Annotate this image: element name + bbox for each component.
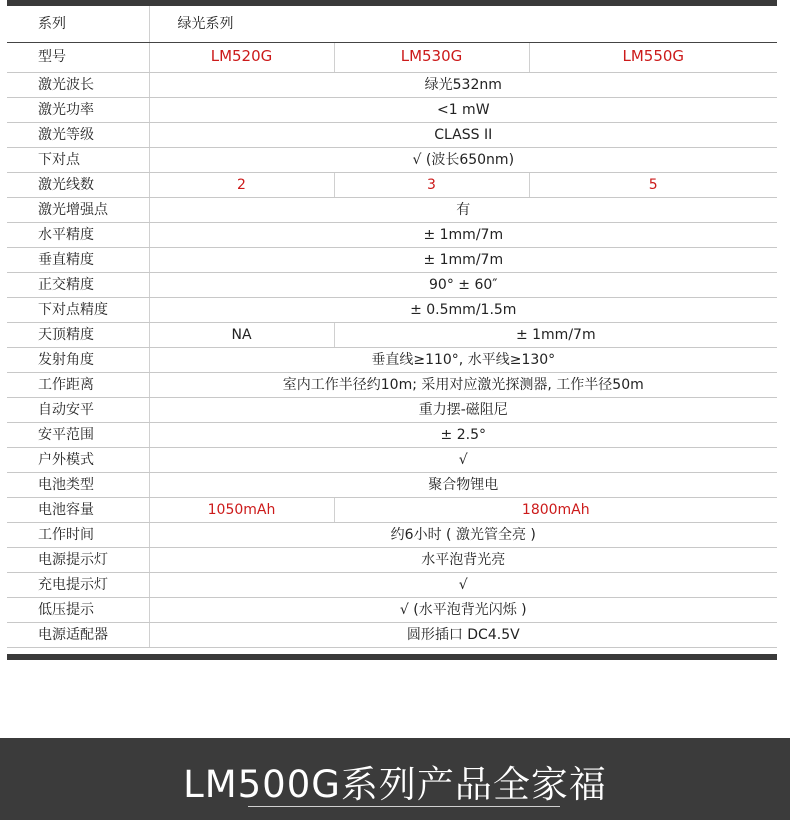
row-series	[7, 6, 777, 43]
row-value: 90° ± 60″	[149, 273, 777, 298]
row-label: 正交精度	[7, 273, 149, 298]
row-orthogonal-accuracy	[7, 273, 777, 298]
row-label: 电池容量	[7, 498, 149, 523]
row-enhanced-point	[7, 198, 777, 223]
row-value: √ (波长650nm)	[149, 148, 777, 173]
row-value: ± 0.5mm/1.5m	[149, 298, 777, 323]
row-zenith-accuracy	[7, 323, 777, 348]
row-working-distance	[7, 373, 777, 398]
row-label: 垂直精度	[7, 248, 149, 273]
row-self-leveling	[7, 398, 777, 423]
model-lm550g: LM550G	[529, 43, 777, 73]
row-value: ± 1mm/7m	[149, 223, 777, 248]
row-label: 下对点	[7, 148, 149, 173]
row-label: 自动安平	[7, 398, 149, 423]
row-value: ± 2.5°	[149, 423, 777, 448]
row-value: ± 1mm/7m	[149, 248, 777, 273]
zenith-lm520g: NA	[149, 323, 334, 348]
row-label: 电源适配器	[7, 623, 149, 648]
row-label: 激光等级	[7, 123, 149, 148]
spec-table	[7, 6, 777, 648]
row-battery-capacity	[7, 498, 777, 523]
row-power-adapter	[7, 623, 777, 648]
row-horizontal-accuracy	[7, 223, 777, 248]
line-count-lm520g: 2	[149, 173, 334, 198]
row-power-indicator	[7, 548, 777, 573]
row-value: <1 mW	[149, 98, 777, 123]
row-label: 型号	[7, 43, 149, 73]
row-class	[7, 123, 777, 148]
row-battery-type	[7, 473, 777, 498]
row-value: √	[149, 573, 777, 598]
row-label: 激光增强点	[7, 198, 149, 223]
model-lm530g: LM530G	[334, 43, 529, 73]
row-wavelength	[7, 73, 777, 98]
row-value: CLASS II	[149, 123, 777, 148]
row-label: 安平范围	[7, 423, 149, 448]
row-value: 约6小时 ( 激光管全亮 )	[149, 523, 777, 548]
row-vertical-accuracy	[7, 248, 777, 273]
row-power	[7, 98, 777, 123]
row-value: √ (水平泡背光闪烁 )	[149, 598, 777, 623]
row-label: 发射角度	[7, 348, 149, 373]
bottom-border-bar	[7, 654, 777, 660]
row-leveling-range	[7, 423, 777, 448]
row-value: 圆形插口 DC4.5V	[149, 623, 777, 648]
row-model	[7, 43, 777, 73]
capacity-lm520g: 1050mAh	[149, 498, 334, 523]
model-lm520g: LM520G	[149, 43, 334, 73]
row-label: 电池类型	[7, 473, 149, 498]
footer-title: LM500G系列产品全家福	[183, 763, 607, 806]
row-label: 户外模式	[7, 448, 149, 473]
row-low-voltage-alert	[7, 598, 777, 623]
row-value: 室内工作半径约10m; 采用对应激光探测器, 工作半径50m	[149, 373, 777, 398]
row-value: 绿光532nm	[149, 73, 777, 98]
line-count-lm530g: 3	[334, 173, 529, 198]
row-label: 水平精度	[7, 223, 149, 248]
row-value: 有	[149, 198, 777, 223]
line-count-lm550g: 5	[529, 173, 777, 198]
row-label: 激光功率	[7, 98, 149, 123]
row-value: 聚合物锂电	[149, 473, 777, 498]
row-outdoor-mode	[7, 448, 777, 473]
row-label: 充电提示灯	[7, 573, 149, 598]
row-plumb-point	[7, 148, 777, 173]
footer-banner	[0, 738, 790, 820]
row-value: 水平泡背光亮	[149, 548, 777, 573]
row-emission-angle	[7, 348, 777, 373]
row-plumb-accuracy	[7, 298, 777, 323]
row-label: 工作时间	[7, 523, 149, 548]
row-label: 天顶精度	[7, 323, 149, 348]
row-charge-indicator	[7, 573, 777, 598]
series-name: 绿光系列	[149, 6, 777, 43]
row-label: 下对点精度	[7, 298, 149, 323]
row-line-count	[7, 173, 777, 198]
row-label: 工作距离	[7, 373, 149, 398]
row-value: 垂直线≥110°, 水平线≥130°	[149, 348, 777, 373]
row-label: 电源提示灯	[7, 548, 149, 573]
footer-underline	[248, 806, 560, 807]
capacity-lm530g-lm550g: 1800mAh	[334, 498, 777, 523]
row-working-time	[7, 523, 777, 548]
row-label: 激光波长	[7, 73, 149, 98]
row-label: 激光线数	[7, 173, 149, 198]
row-value: 重力摆-磁阻尼	[149, 398, 777, 423]
row-label: 低压提示	[7, 598, 149, 623]
row-label: 系列	[7, 6, 149, 43]
row-value: √	[149, 448, 777, 473]
zenith-lm530g-lm550g: ± 1mm/7m	[334, 323, 777, 348]
